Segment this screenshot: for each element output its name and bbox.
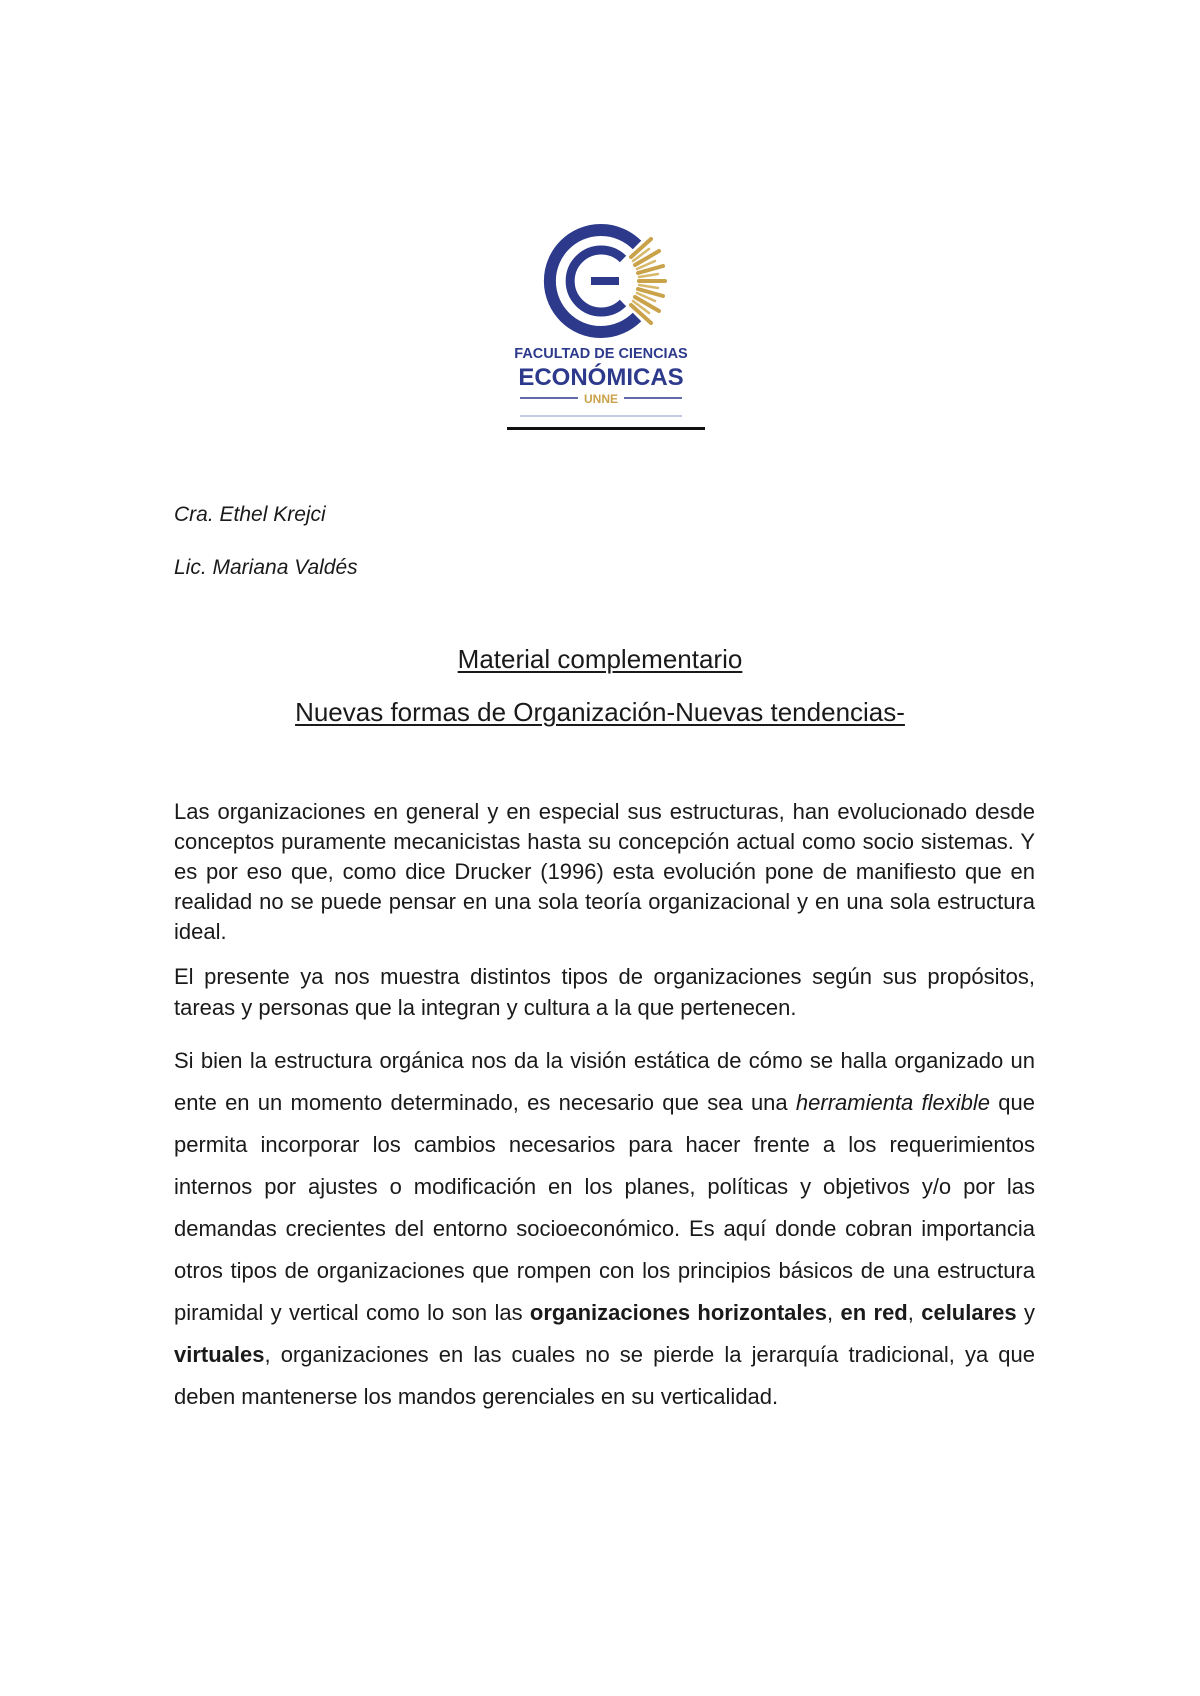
logo-line3: UNNE — [583, 392, 619, 406]
faculty-emblem-icon — [510, 208, 692, 428]
author-2: Lic. Mariana Valdés — [174, 556, 358, 579]
bold-horizontal-organizations: organizaciones horizontales — [529, 1300, 828, 1325]
author-1: Cra. Ethel Krejci — [174, 503, 326, 526]
paragraph-3-text: , — [907, 1300, 922, 1325]
paragraph-3-text: que permita incorporar los cambios necesarios para hacer frente a los requerimientos internos por ajustes o modificación en los planes, políticas y objetivos y/o por las demandas crecientes del entorno socioeconómico. Es aquí donde cobran importancia otros tipos de organizaciones que rompen con los principios básicos de una estructura piramidal y vertical como lo son las — [174, 1090, 1035, 1325]
paragraph-3-text: , — [827, 1300, 841, 1325]
bold-cellular: celulares — [921, 1300, 1017, 1325]
emphasis-flexible-tool: herramienta flexible — [795, 1090, 991, 1115]
logo-divider — [507, 427, 705, 430]
document-subtitle: Nuevas formas de Organización-Nuevas tendencias- — [295, 697, 905, 727]
paragraph-3 — [174, 1040, 1035, 1418]
paragraph-3-text: y — [1016, 1300, 1035, 1325]
document-title: Material complementario — [457, 644, 743, 674]
faculty-logo — [510, 208, 692, 428]
paragraph-1: Las organizaciones en general y en especial sus estructuras, han evolucionado desde conceptos puramente mecanicistas hasta su concepción actual como socio sistemas. Y es por eso que, como dice Drucker (1996) esta evolución pone de manifiesto que en realidad no se puede pensar en una sola teoría organizacional y en una sola estructura ideal. — [174, 799, 1035, 944]
paragraph-2: El presente ya nos muestra distintos tipos de organizaciones según sus propósitos, tareas y personas que la integran y cultura a la que pertenecen. — [174, 964, 1035, 1020]
paragraph-3-text: Si bien la estructura orgánica nos da la visión estática de cómo se halla organizado un ente en un momento determinado, es necesario que sea una — [174, 1048, 1035, 1115]
logo-line1: FACULTAD DE CIENCIAS — [514, 346, 688, 362]
authors-block — [174, 500, 358, 583]
bold-network: en red — [840, 1300, 908, 1325]
logo-line2: ECONÓMICAS — [518, 364, 684, 391]
paragraph-3-text: , organizaciones en las cuales no se pierde la jerarquía tradicional, ya que deben mantenerse los mandos gerenciales en su verticalidad. — [174, 1342, 1035, 1409]
bold-virtual: virtuales — [174, 1342, 265, 1367]
